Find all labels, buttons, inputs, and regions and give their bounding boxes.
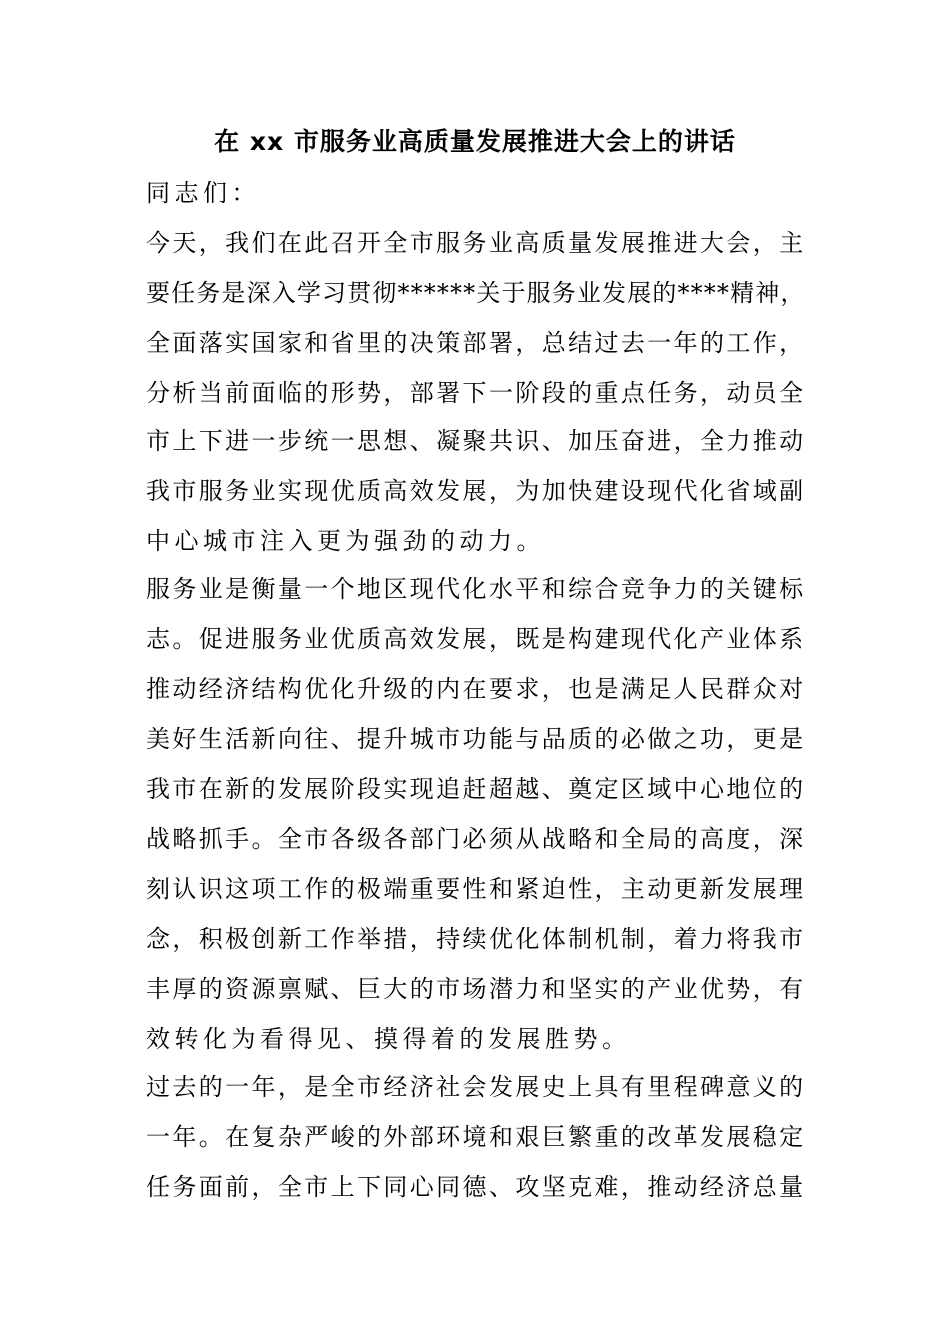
text-line: 刻认识这项工作的极端重要性和紧迫性，主动更新发展理 (146, 875, 806, 903)
text-line: 服务业是衡量一个地区现代化水平和综合竞争力的关键标 (146, 575, 806, 603)
text-line: 战略抓手。全市各级各部门必须从战略和全局的高度，深 (146, 825, 806, 853)
text-line: 美好生活新向往、提升城市功能与品质的必做之功，更是 (146, 725, 806, 753)
text-line: 一年。在复杂严峻的外部环境和艰巨繁重的改革发展稳定 (146, 1123, 806, 1151)
text-line: 我市在新的发展阶段实现追赶超越、奠定区域中心地位的 (146, 775, 806, 803)
greeting-line: 同志们： (146, 179, 260, 207)
text-line: 效转化为看得见、摸得着的发展胜势。 (146, 1025, 631, 1053)
text-line: 分析当前面临的形势，部署下一阶段的重点任务，动员全 (146, 379, 806, 407)
text-line: 全面落实国家和省里的决策部署，总结过去一年的工作， (146, 329, 806, 357)
text-line: 中心城市注入更为强劲的动力。 (146, 527, 545, 555)
text-line: 念，积极创新工作举措，持续优化体制机制，着力将我市 (146, 925, 806, 953)
text-line: 要任务是深入学习贯彻******关于服务业发展的****精神， (146, 279, 806, 307)
text-line: 推动经济结构优化升级的内在要求，也是满足人民群众对 (146, 675, 806, 703)
text-line: 志。促进服务业优质高效发展，既是构建现代化产业体系 (146, 625, 806, 653)
text-line: 市上下进一步统一思想、凝聚共识、加压奋进，全力推动 (146, 427, 806, 455)
text-line: 任务面前，全市上下同心同德、攻坚克难，推动经济总量 (146, 1173, 806, 1201)
document-title: 在 xx 市服务业高质量发展推进大会上的讲话 (214, 127, 736, 156)
text-line: 我市服务业实现优质高效发展，为加快建设现代化省域副 (146, 477, 806, 505)
text-line: 过去的一年，是全市经济社会发展史上具有里程碑意义的 (146, 1073, 806, 1101)
text-line: 丰厚的资源禀赋、巨大的市场潜力和坚实的产业优势，有 (146, 975, 806, 1003)
text-line: 今天，我们在此召开全市服务业高质量发展推进大会，主 (146, 229, 806, 257)
